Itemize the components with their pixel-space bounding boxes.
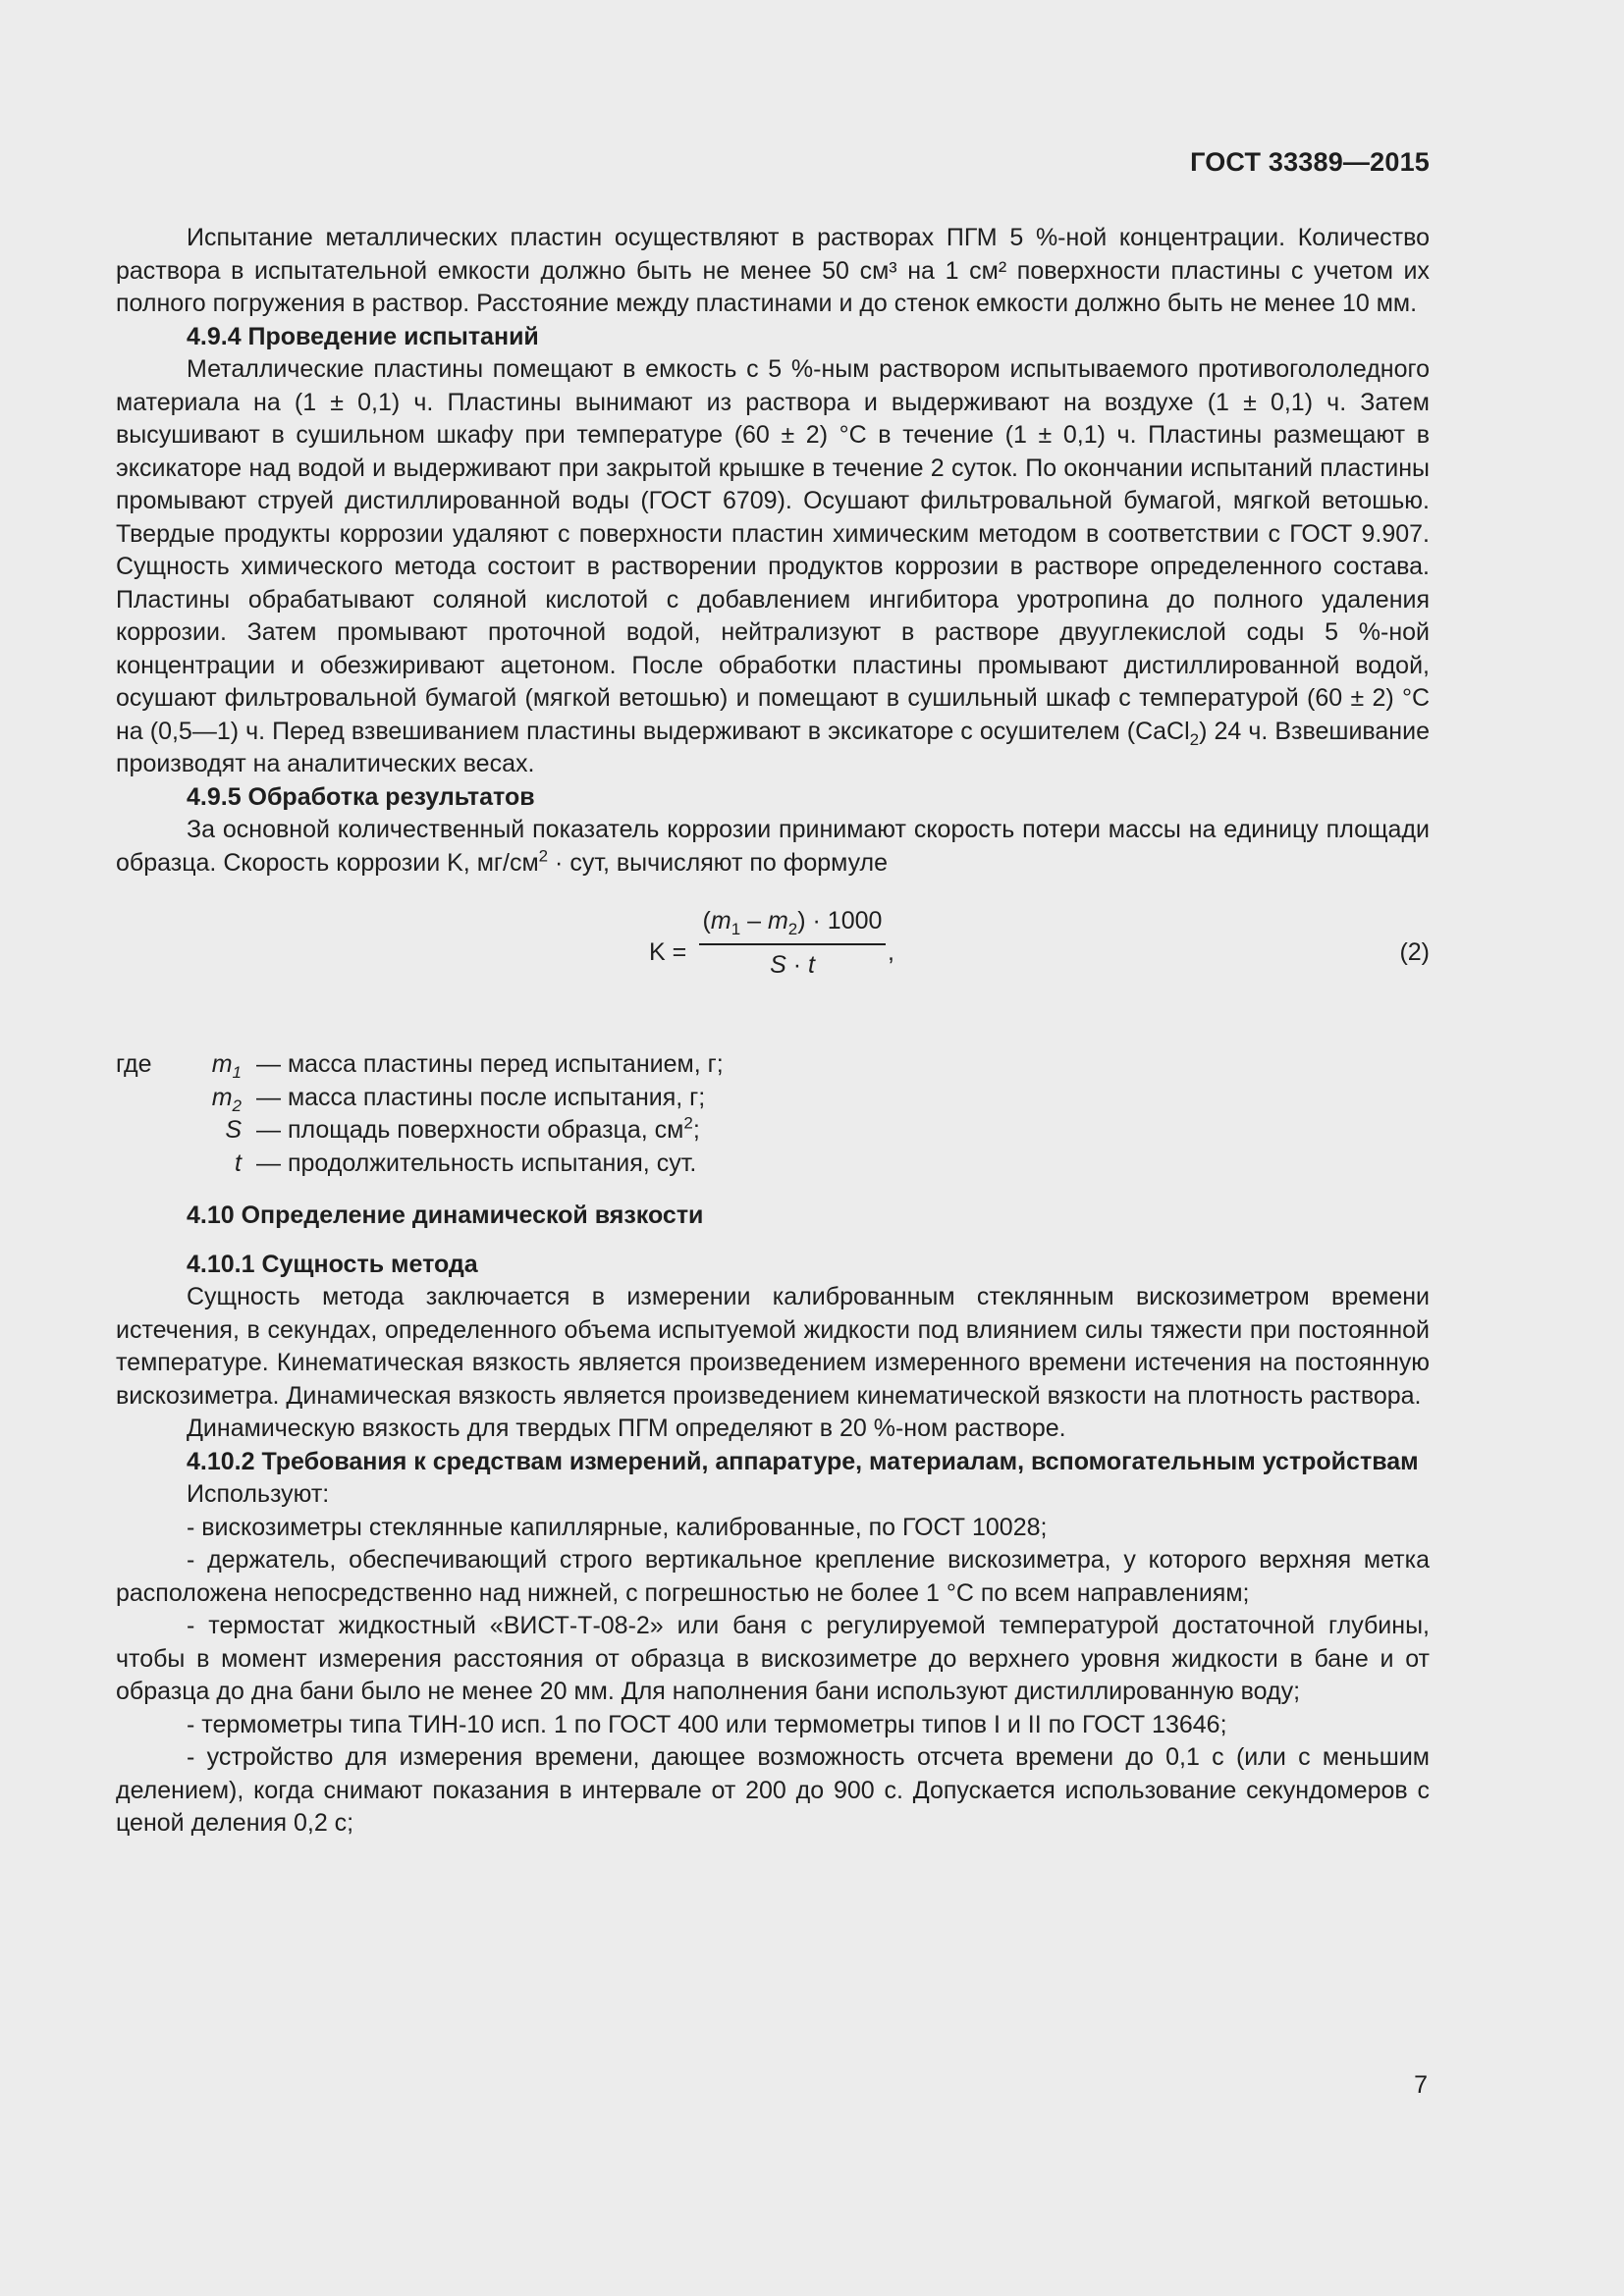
list-item: - термометры типа ТИН-10 исп. 1 по ГОСТ 400 или термометры типов I и II по ГОСТ 13646;: [187, 1710, 1227, 1738]
section-4-10-2-title: 4.10.2 Требования к средствам измерений, аппаратуре, материалам, вспомогательным устройствам: [187, 1447, 1419, 1475]
intro-paragraph: Испытание металлических пластин осуществляют в растворах ПГМ 5 %-ной концентрации. Количество раствора в испытательной емкости должно быть не менее 50 см³ на 1 см² поверхности пластины с учетом их полного погружения в раствор. Расстояние между пластинами и до стенок емкости должно быть не менее 10 мм.: [116, 224, 1430, 317]
page-number: 7: [1414, 2071, 1428, 2099]
section-4-9-4-text: Металлические пластины помещают в емкость с 5 %-ным раствором испытываемого противогололедного материала на (1 ± 0,1) ч. Пластины вынимают из раствора и выдерживают на воздухе (1 ± 0,1) ч. Затем высушивают в сушильном шкафу при температуре (60 ± 2) °С в течение (1 ± 0,1) ч. Пластины размещают в эксикаторе над водой и выдерживают при закрытой крышке в течение 2 суток. По окончании испытаний пластины промывают струей дистиллированной воды (ГОСТ 6709). Осушают фильтровальной бумагой, мягкой ветошью. Твердые продукты коррозии удаляют с поверхности пластин химическим методом в соответствии с ГОСТ 9.907. Сущность химического метода состоит в растворении продуктов коррозии в растворе определенного состава. Пластины обрабатывают соляной кислотой с добавлением ингибитора уротропина до полного удаления коррозии. Затем промывают проточной водой, нейтрализуют в растворе двууглекислой соды 5 %-ной концентрации и обезжиривают ацетоном. После обработки пластины промывают дистиллированной водой, осушают фильтровальной бумагой (мягкой ветошью) и помещают в сушильный шкаф с температурой (60 ± 2) °С на (0,5—1) ч. Перед взвешиванием пластины выдерживают в эксикаторе с осушителем (CaCl$_2$) 24 ч. Взвешивание производят на аналитических весах.: [116, 355, 1430, 777]
legend-description: — масса пластины после испытания, г;: [256, 1083, 706, 1111]
section-4-9-5-text: За основной количественный показатель коррозии принимают скорость потери массы на единицу площади образца. Скорость коррозии K, $мг/см^2$ · сут, вычисляют по формуле: [116, 816, 1430, 877]
variable-legend: [116, 1048, 1430, 1180]
list-item: - термостат жидкостный «ВИСТ-Т-08-2» или баня с регулируемой температурой достаточной глубины, чтобы в момент измерения расстояния от образца в вискозиметре до верхнего уровня жидкости в бане и от образца до дна бани было не менее 20 мм. Для наполнения бани используют дистиллированную воду;: [116, 1612, 1430, 1705]
list-item: - вискозиметры стеклянные капиллярные, калиброванные, по ГОСТ 10028;: [187, 1513, 1048, 1541]
list-item: - устройство для измерения времени, дающее возможность отсчета времени до 0,1 с (или с меньшим делением), когда снимают показания в интервале от 200 до 900 с. Допускается использование секундомеров с ценой деления 0,2 с;: [116, 1743, 1430, 1837]
section-4-10-title: 4.10 Определение динамической вязкости: [187, 1201, 704, 1229]
legend-symbol: S: [225, 1116, 242, 1144]
document-id-header: ГОСТ 33389—2015: [1190, 147, 1430, 177]
legend-row: [116, 1048, 1430, 1082]
formula-lhs: K =: [649, 938, 687, 966]
legend-symbol: $m_2$: [211, 1083, 242, 1115]
legend-row: [116, 1082, 1430, 1115]
section-4-10-1-note: Динамическую вязкость для твердых ПГМ определяют в 20 %-ном растворе.: [187, 1415, 1066, 1442]
legend-row: [116, 1114, 1430, 1148]
legend-row: [116, 1148, 1430, 1181]
formula-denominator: S · t: [770, 950, 815, 979]
legend-description: — площадь поверхности образца, $см^2$;: [256, 1113, 700, 1144]
legend-description: — продолжительность испытания, сут.: [256, 1148, 697, 1177]
section-4-9-5-title: 4.9.5 Обработка результатов: [187, 782, 535, 811]
where-label: где: [116, 1050, 152, 1078]
formula-fraction: [699, 905, 886, 982]
legend-symbol: $m_1$: [211, 1050, 242, 1082]
section-4-10-2-lead: Используют:: [187, 1480, 330, 1508]
legend-description: — масса пластины перед испытанием, г;: [256, 1050, 724, 1078]
formula-comma: ,: [888, 938, 894, 966]
formula-numerator: $(m_1 - m_2) \cdot 1000$: [702, 907, 883, 938]
section-4-10-1-title: 4.10.1 Сущность метода: [187, 1250, 478, 1278]
section-4-9-4-title: 4.9.4 Проведение испытаний: [187, 322, 539, 350]
document-body: [116, 222, 1430, 1841]
equation-number: (2): [1399, 938, 1430, 966]
legend-symbol: t: [235, 1148, 242, 1177]
list-item: - держатель, обеспечивающий строго вертикальное крепление вискозиметра, у которого верхняя метка расположена непосредственно над нижней, с погрешностью не более 1 °С по всем направлениям;: [116, 1546, 1430, 1607]
corrosion-rate-formula: [116, 905, 1430, 1007]
section-4-10-1-text: Сущность метода заключается в измерении калиброванным стеклянным вискозиметром времени истечения, в секундах, определенного объема испытуемой жидкости под влиянием силы тяжести при постоянной температуре. Кинематическая вязкость является произведением измеренного времени истечения на постоянную вискозиметра. Динамическая вязкость является произведением кинематической вязкости на плотность раствора.: [116, 1283, 1430, 1410]
